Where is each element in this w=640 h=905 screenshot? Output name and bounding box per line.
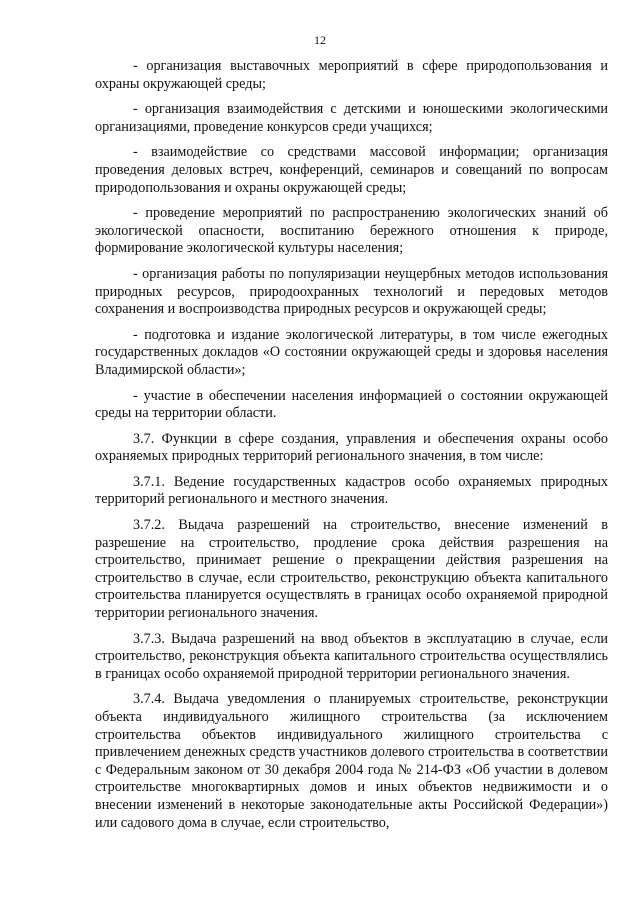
section-heading-3-7: 3.7. Функции в сфере создания, управления и обеспечения охраны особо охраняемых природных территорий регионального значения, в том числе: [95,430,608,465]
paragraph: - взаимодействие со средствами массовой информации; организация проведения деловых встреч, конференций, семинаров и совещаний по вопросам природопользования и охраны окружающей среды; [95,144,608,196]
paragraph: - организация выставочных мероприятий в сфере природопользования и охраны окружающей среды; [95,58,608,92]
page-number: 12 [314,33,326,47]
paragraph: - подготовка и издание экологической литературы, в том числе ежегодных государственных докладов «О состоянии окружающей среды и здоровья населения Владимирской области»; [95,326,608,378]
paragraph: - организация работы по популяризации неущербных методов использования природных ресурсов, природоохранных технологий и передовых методов сохранения и воспроизводства природных ресурсов и окружающей среды; [95,265,608,318]
paragraph: - организация взаимодействия с детскими и юношескими экологическими организациями, проведение конкурсов среди учащихся; [95,101,608,135]
document-body [95,58,608,840]
paragraph: - участие в обеспечении населения информацией о состоянии окружающей среды на территории области. [95,387,608,422]
clause-3-7-4: 3.7.4. Выдача уведомления о планируемых строительстве, реконструкции объекта индивидуального жилищного строительства (за исключением строительства объектов индивидуального жилищного строительства с привлечением денежных средств участников долевого строительства в соответствии с Федеральным законом от 30 декабря 2004 года № 214-ФЗ «Об участии в долевом строительстве многоквартирных домов и иных объектов недвижимости и о внесении изменений в некоторые законодательные акты Российской Федерации») или садового дома в случае, если строительство, [95,691,608,831]
clause-3-7-3: 3.7.3. Выдача разрешений на ввод объектов в эксплуатацию в случае, если строительство, реконструкция объекта капитального строительства осуществлялись в границах особо охраняемой природной территории регионального значения. [95,630,608,682]
clause-3-7-1: 3.7.1. Ведение государственных кадастров особо охраняемых природных территорий регионального и местного значения. [95,473,608,508]
paragraph: - проведение мероприятий по распространению экологических знаний об экологической опасности, воспитанию бережного отношения к природе, формирование экологической культуры населения; [95,205,608,257]
clause-3-7-2: 3.7.2. Выдача разрешений на строительство, внесение изменений в разрешение на строительство, продление срока действия разрешения на строительство, принимает решение о прекращении действия разрешения на строительство в случае, если строительство, реконструкцию объекта капитального строительства планируется осуществлять в границах особо охраняемой природной территории регионального значения. [95,517,608,622]
